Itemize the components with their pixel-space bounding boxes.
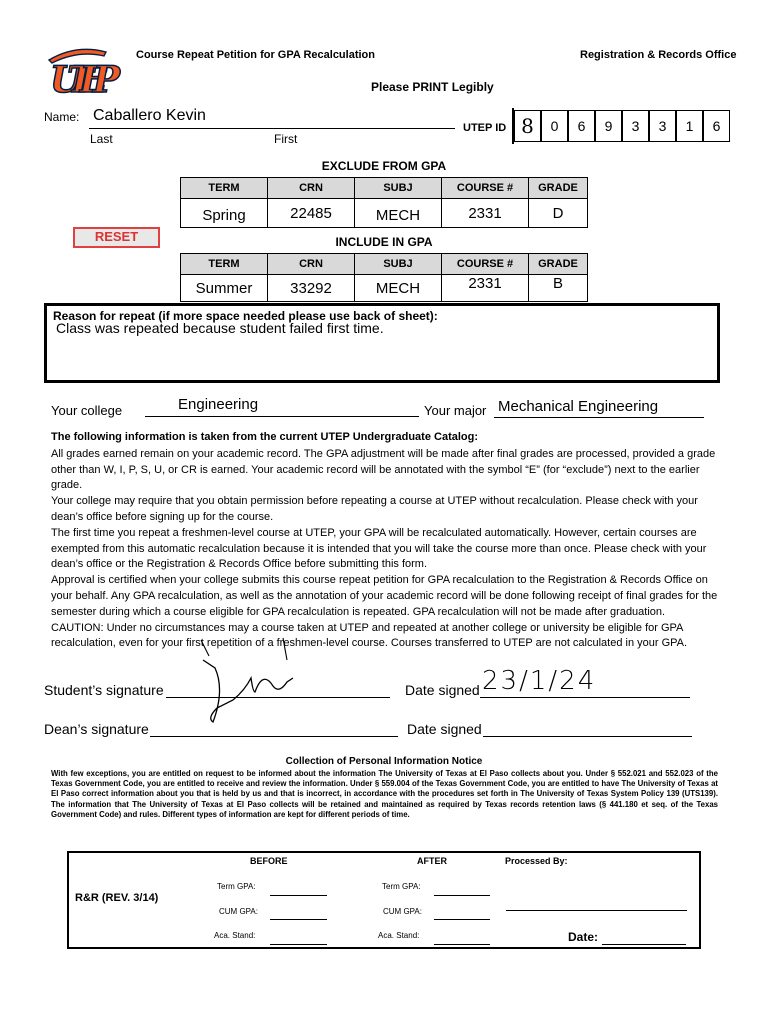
include-subj[interactable]: MECH (355, 275, 442, 302)
processed-by-field[interactable] (506, 910, 687, 911)
col-crn: CRN (268, 254, 355, 275)
first-label: First (274, 132, 298, 146)
include-crn[interactable]: 33292 (268, 275, 355, 302)
major-label: Your major (424, 403, 487, 418)
reset-button[interactable]: RESET (73, 227, 160, 248)
dean-date-line (483, 736, 692, 737)
date-label: Date: (568, 930, 599, 944)
name-label: Name: (44, 110, 80, 124)
include-title: INCLUDE IN GPA (335, 235, 433, 249)
after-aca-stand-label: Aca. Stand: (378, 931, 420, 940)
dean-date-label: Date signed (407, 721, 482, 737)
utep-id-label: UTEP ID (463, 122, 507, 134)
rr-date-field[interactable] (602, 944, 686, 945)
include-course[interactable]: 2331 (442, 275, 529, 302)
id-digit-1[interactable]: 8 (514, 110, 541, 142)
before-term-gpa-label: Term GPA: (217, 882, 256, 891)
after-term-gpa-label: Term GPA: (382, 882, 421, 891)
catalog-paragraph: Approval is certified when your college submits this course repeat petition for GPA recalculation to the Registration & Records Office on your behalf. Any GPA recalculation, as well as the annotation of your academic record will be done following receipt of final grades for the semester during which a course eligible for GPA recalculation is repeated. GPA recalculation will not be made after graduation. (51, 574, 718, 618)
reason-field[interactable]: Class was repeated because student failed first time. (56, 320, 384, 336)
col-term: TERM (181, 178, 268, 199)
before-aca-stand-field[interactable] (270, 944, 327, 945)
id-digit-3[interactable]: 6 (568, 110, 595, 142)
name-field[interactable]: Caballero Kevin (93, 107, 206, 124)
exclude-term[interactable]: Spring (181, 199, 268, 228)
student-signature-label: Student’s signature (44, 682, 164, 698)
college-field[interactable]: Engineering (178, 396, 259, 413)
exclude-grade[interactable]: D (529, 199, 588, 228)
include-table (180, 253, 588, 302)
catalog-paragraph: CAUTION: Under no circumstances may a course taken at UTEP and repeated at another college or university be eligible for GPA recalculation, even for your first repetition of a freshmen-level course. Courses transferred to UTEP are not calculated in your GPA. (51, 621, 688, 650)
office-name: Registration & Records Office (580, 49, 737, 61)
exclude-subj[interactable]: MECH (355, 199, 442, 228)
handwritten-signature (195, 630, 315, 735)
dean-signature-label: Dean’s signature (44, 721, 149, 737)
exclude-crn[interactable]: 22485 (268, 199, 355, 228)
col-subj: SUBJ (355, 254, 442, 275)
id-digit-2[interactable]: 0 (541, 110, 568, 142)
col-course: COURSE # (442, 178, 529, 199)
svg-text:UTEP: UTEP (50, 59, 120, 98)
last-label: Last (90, 132, 113, 146)
before-term-gpa-field[interactable] (270, 895, 327, 896)
form-title: Course Repeat Petition for GPA Recalculation (136, 49, 375, 61)
col-subj: SUBJ (355, 178, 442, 199)
reason-box[interactable] (44, 303, 720, 383)
date-signed-line (480, 697, 690, 698)
col-term: TERM (181, 254, 268, 275)
before-header: BEFORE (250, 856, 288, 866)
major-field[interactable]: Mechanical Engineering (498, 398, 659, 415)
major-underline (494, 417, 704, 418)
notice-body: With few exceptions, you are entitled on request to be informed about the information The University of Texas at El Paso collects about you. Under § 552.021 and 552.023 of the Texas Government Code, you are entitled to receive and review the information. Under § 559.004 of the Texas Government Code, you are entitled to have The University of Texas at El Paso correct information about you that is held by us and that is incorrect, in accordance with the procedures set forth in The University of Texas System Policy 139 (UTS139). The information that The University of Texas at El Paso collects will be retained and maintained as required by Texas records retention laws (§ 441.180 et seq. of the Texas Government Code) and rules. Different types of information are kept for different periods of time. (51, 769, 718, 819)
after-cum-gpa-label: CUM GPA: (383, 907, 422, 916)
exclude-title: EXCLUDE FROM GPA (321, 159, 447, 173)
processed-by-label: Processed By: (505, 856, 568, 866)
college-underline (145, 416, 419, 417)
after-term-gpa-field[interactable] (434, 895, 490, 896)
include-term[interactable]: Summer (181, 275, 268, 302)
date-signed-field[interactable]: 23/1/24 (482, 666, 597, 696)
catalog-paragraph: The first time you repeat a freshmen-level course at UTEP, your GPA will be recalculated automatically. However, certain courses are exempted from this automatic recalculation because it is intended that you will take the course more than once. Please check with your dean’s office or the Registration & Records Office before submitting this form. (51, 526, 707, 571)
id-digit-5[interactable]: 3 (622, 110, 649, 142)
id-digit-7[interactable]: 1 (676, 110, 703, 142)
print-legibly-note: Please PRINT Legibly (371, 80, 494, 94)
catalog-title: The following information is taken from the current UTEP Undergraduate Catalog: (51, 431, 479, 443)
col-grade: GRADE (529, 254, 588, 275)
name-underline (89, 128, 455, 129)
reason-label: Reason for repeat (if more space needed please use back of sheet): (53, 309, 438, 323)
before-cum-gpa-label: CUM GPA: (219, 907, 258, 916)
exclude-course[interactable]: 2331 (442, 199, 529, 228)
exclude-table (180, 177, 588, 228)
catalog-text (51, 430, 721, 652)
before-cum-gpa-field[interactable] (270, 919, 327, 920)
col-crn: CRN (268, 178, 355, 199)
rr-revision: R&R (REV. 3/14) (75, 892, 159, 904)
catalog-paragraph: All grades earned remain on your academic record. The GPA adjustment will be made after final grades are processed, provided a grade other than W, I, P, S, U, or CR is earned. Your academic record will be annotated with the symbol “E” (for “exclude”) next to the earlier grade. (51, 447, 716, 492)
utep-logo (46, 46, 121, 98)
id-digit-8[interactable]: 6 (703, 110, 730, 142)
after-cum-gpa-field[interactable] (434, 919, 490, 920)
id-digit-4[interactable]: 9 (595, 110, 622, 142)
dean-signature-line (150, 736, 398, 737)
college-label: Your college (51, 403, 123, 418)
id-digit-6[interactable]: 3 (649, 110, 676, 142)
include-grade[interactable]: B (529, 275, 588, 302)
rr-office-box (67, 851, 701, 949)
col-grade: GRADE (529, 178, 588, 199)
notice-title: Collection of Personal Information Notice (285, 756, 483, 767)
col-course: COURSE # (442, 254, 529, 275)
after-header: AFTER (417, 856, 447, 866)
after-aca-stand-field[interactable] (434, 944, 490, 945)
catalog-paragraph: Your college may require that you obtain permission before repeating a course at UTEP without recalculation. Please check with your dean’s office before signing up for the course. (51, 495, 698, 523)
before-aca-stand-label: Aca. Stand: (214, 931, 256, 940)
date-signed-label: Date signed (405, 682, 480, 698)
